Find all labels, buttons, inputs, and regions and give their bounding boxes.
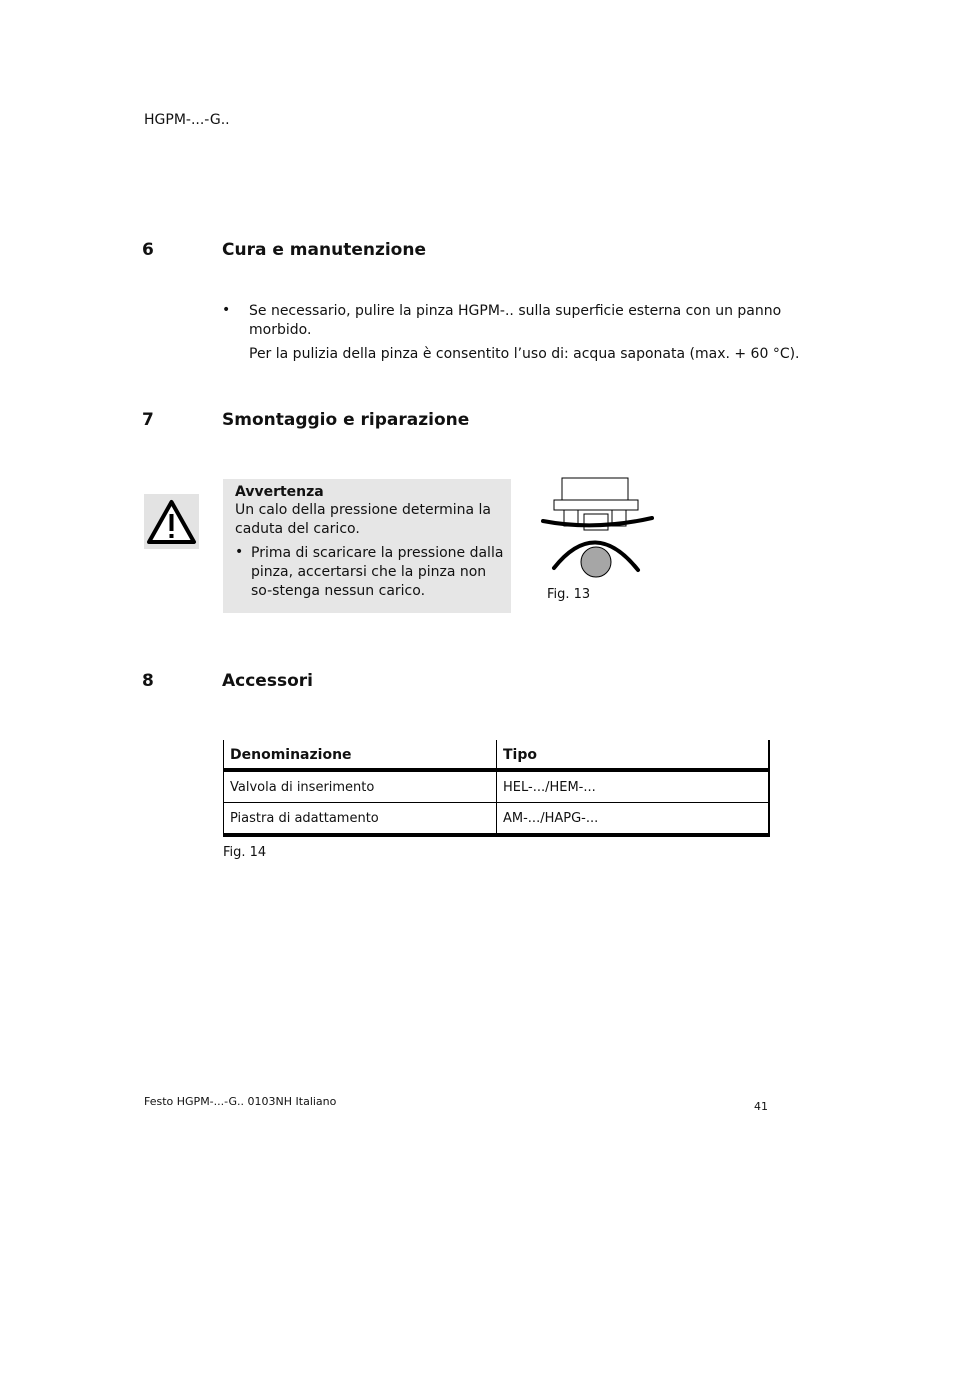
section-6-bullet-line-1: Se necessario, pulire la pinza HGPM-.. sulla superficie esterna con un panno	[249, 303, 782, 319]
column-header-type: Tipo	[497, 740, 770, 770]
warning-text: Un calo della pressione determina la caduta del carico.	[235, 502, 491, 537]
section-6-title: Cura e manutenzione	[222, 240, 426, 260]
warning-bullet-dot: •	[235, 544, 244, 560]
figure-14-label: Fig. 14	[223, 845, 267, 860]
section-6-note: Per la pulizia della pinza è consentito l’uso di: acqua saponata (max. + 60 °C).	[249, 346, 800, 362]
accessories-table	[223, 740, 770, 837]
table-row	[224, 770, 770, 803]
gripper-illustration	[540, 476, 655, 580]
section-6-bullet-line-2: morbido.	[249, 322, 312, 338]
warning-icon	[144, 494, 199, 549]
warning-bullet-text: Prima di scaricare la pressione dalla pinza, accertarsi che la pinza non so-stenga nessun carico.	[251, 545, 504, 599]
warning-title: Avvertenza	[235, 484, 324, 500]
table-cell-type: HEL-.../HEM-...	[497, 770, 770, 803]
document-code: HGPM-...-G..	[144, 112, 230, 128]
table-header-row	[224, 740, 770, 770]
section-7-title: Smontaggio e riparazione	[222, 410, 470, 430]
table-cell-denomination: Piastra di adattamento	[224, 803, 497, 836]
section-8-title: Accessori	[222, 671, 313, 691]
section-7-number: 7	[142, 410, 154, 430]
footer-document-info: Festo HGPM-...-G.. 0103NH Italiano	[144, 1095, 337, 1108]
section-8-number: 8	[142, 671, 154, 691]
figure-13-label: Fig. 13	[547, 587, 591, 602]
section-6-number: 6	[142, 240, 154, 260]
table-cell-denomination: Valvola di inserimento	[224, 770, 497, 803]
table-row	[224, 803, 770, 836]
column-header-denomination: Denominazione	[224, 740, 497, 770]
bullet-dot: •	[222, 302, 231, 318]
page-number: 41	[754, 1100, 768, 1113]
table-cell-type: AM-.../HAPG-...	[497, 803, 770, 836]
